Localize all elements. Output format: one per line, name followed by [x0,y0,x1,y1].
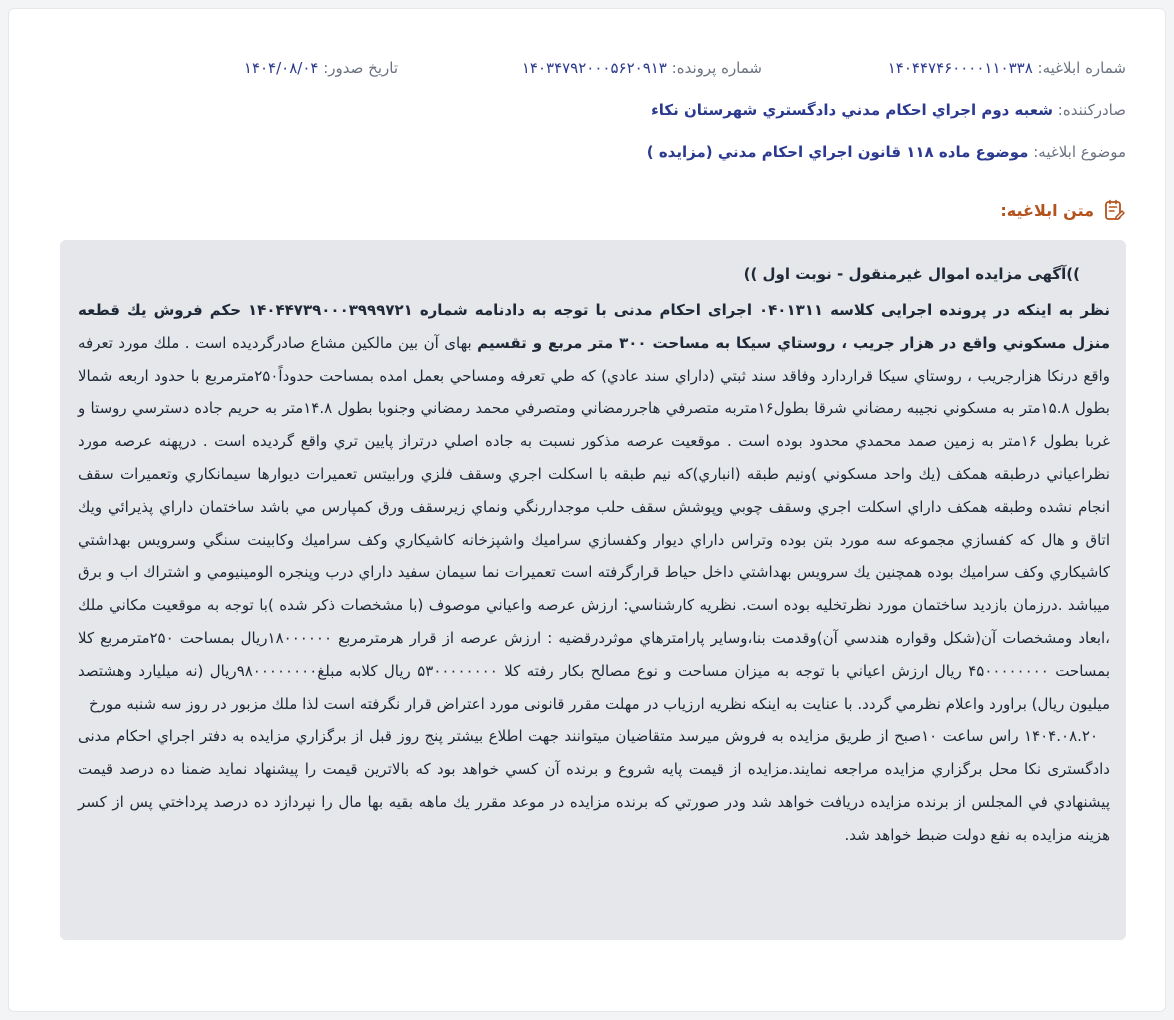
subject [647,143,1126,161]
notice-text-header [1000,198,1126,222]
document-edit-icon [1102,198,1126,222]
notice-title: ))آگهی مزایده اموال غیرمنقول - نوبت اول )) [743,265,1080,283]
notice-paragraph-1 [78,294,1110,720]
notice-paragraph-2: ۱۴۰۴.۰۸.۲۰ راس ساعت ۱۰صبح از طريق مزايده به فروش ميرسد متقاضيان ميتوانند جهت اطلاع بيشتر پنج روز قبل از برگزاري مزايده به دفتر اجراي احكام مدنی دادگستری نكا محل برگزاري مزايده مراجعه نمايند.مزايده از قيمت پايه شروع و برنده آن كسي خواهد بود كه بالاترين قيمت را پيشنهاد نمايد ضمنا ده درصد قيمت پيشنهادي في المجلس از برنده مزايده دريافت خواهد شد ودر صورتي كه برنده مزايده در موعد مقرر يك ماهه بقيه بها مال را نپردازد ده درصد پرداختي پس از كسر هزينه مزايده به نفع دولت ضبط خواهد شد. [78,727,1110,844]
case-number [522,59,762,77]
issuer-label: صادرکننده: [1057,101,1126,119]
issue-date [244,59,398,77]
issue-date-value: ۱۴۰۴/۰۸/۰۴ [243,59,319,77]
notification-number [888,59,1126,77]
notice-content [60,240,1126,940]
notice-text-title: متن ابلاغیه: [1000,200,1094,220]
notification-number-value: ۱۴۰۴۴۷۴۶۰۰۰۰۱۱۰۳۳۸ [887,59,1033,77]
issuer [651,101,1126,119]
notification-number-label: شماره ابلاغیه: [1037,59,1126,77]
notice-paragraph-1-text: بهای آن بین مالکین مشاع صادرگردیده است . ملك مورد تعرفه واقع درنكا هزارجريب ، روستاي سيكا قراردارد وفاقد سند ثبتي (داراي سند عادي) كه طي تعرفه ومساحي بعمل امده بمساحت حدوداً۲۵۰مترمربع با حدود اربعه شمالا بطول ۱۵.۸متر به مسكوني نجيبه رمضاني شرقا بطول۱۶متربه متصرفي هاجررمضاني ومتصرفي محمد رمضاني وجنوبا بطول ۱۴.۸متر به حريم جاده دسترسي روستا و غربا بطول ۱۶متر به زمين صمد محمدي محدود بوده است . موقعيت عرصه مذكور نسبت به جاده اصلي درتراز پايين تري واقع گرديده است . درپهنه عرصه مورد نظراعياني درطبقه همكف (يك واحد مسكوني )ونيم طبقه (انباري)كه نيم طبقه با اسكلت اجري وسقف فلزي ورابيتس تعميرات ديوارها سيمانكاري وتعميرات سقف انجام نشده وطبقه همكف داراي اسكلت اجري وسقف چوبي وپوشش سقف حلب موجداررنگي ونماي زيرسقف ورق كمپارس مي باشد ساختمان داراي پذيرائي ويك اتاق و هال كه كفسازي مجموعه سه مورد بتن بوده وتراس داراي ديوار وكفسازي سراميك واشپزخانه كاشيكاري وكف سراميك وكابينت سنگي وسرويس بهداشتي كاشيكاري وكف سراميك بوده همچنين يك سرويس بهداشتي داخل حياط قرارگرفته است تعميرات نما سيمان سفيد داراي درب وپنجره الومينيومي و اشتراك اب و برق ميباشد .درزمان بازديد ساختمان مورد نظرتخليه بوده است. نظريه كارشناسي: ارزش عرصه واعياني موصوف (با مشخصات ذكر شده )با توجه به موقعيت مكاني ملك ،ابعاد ومشخصات آن(شكل وقواره هندسي آن)وقدمت بنا،وساير پارامترهاي موثردرقضيه : ارزش عرصه از قرار هرمترمربع ۱۸۰۰۰۰۰۰ريال بمساحت ۲۵۰مترمربع كلا بمساحت ۴۵۰۰۰۰۰۰۰۰ ريال ارزش اعياني با توجه به ميزان مساحت و نوع مصالح بكار رفته كلا ۵۳۰۰۰۰۰۰۰۰ ريال كلابه مبلغ۹۸۰۰۰۰۰۰۰۰ريال (نه ميليارد وهشتصد ميليون ريال) براورد واعلام نظرمي گردد. با عنایت به اینکه نظریه ارزیاب در مهلت مقرر قانونی مورد اعتراض قرار نگرفته است لذا ملك مزبور در روز سه شنبه مورخ [78,333,1111,713]
issue-date-label: تاریخ صدور: [323,59,398,77]
subject-label: موضوع ابلاغیه: [1033,143,1126,161]
issuer-value: شعبه دوم اجراي احكام مدني دادگستري شهرستان نكاء [651,101,1053,119]
case-number-value: ۱۴۰۳۴۷۹۲۰۰۰۵۶۲۰۹۱۳ [521,59,667,77]
notice-paragraph-1-bold: نظر به اینکه در پرونده اجرایی کلاسه ۰۴۰۱۳۱۱ اجرای احکام مدنی با توجه به دادنامه شماره ۱۴۰۴۴۷۳۹۰۰۰۳۹۹۹۷۲۱ حکم فروش یك قطعه منزل مسكوني واقع در هزار جريب ، روستاي سيكا به مساحت ۳۰۰ متر مربع و تقسیم [78,301,1110,352]
subject-value: موضوع ماده ۱۱۸ قانون اجراي احكام مدني (مزايده ) [646,143,1029,161]
case-number-label: شماره پرونده: [671,59,762,77]
